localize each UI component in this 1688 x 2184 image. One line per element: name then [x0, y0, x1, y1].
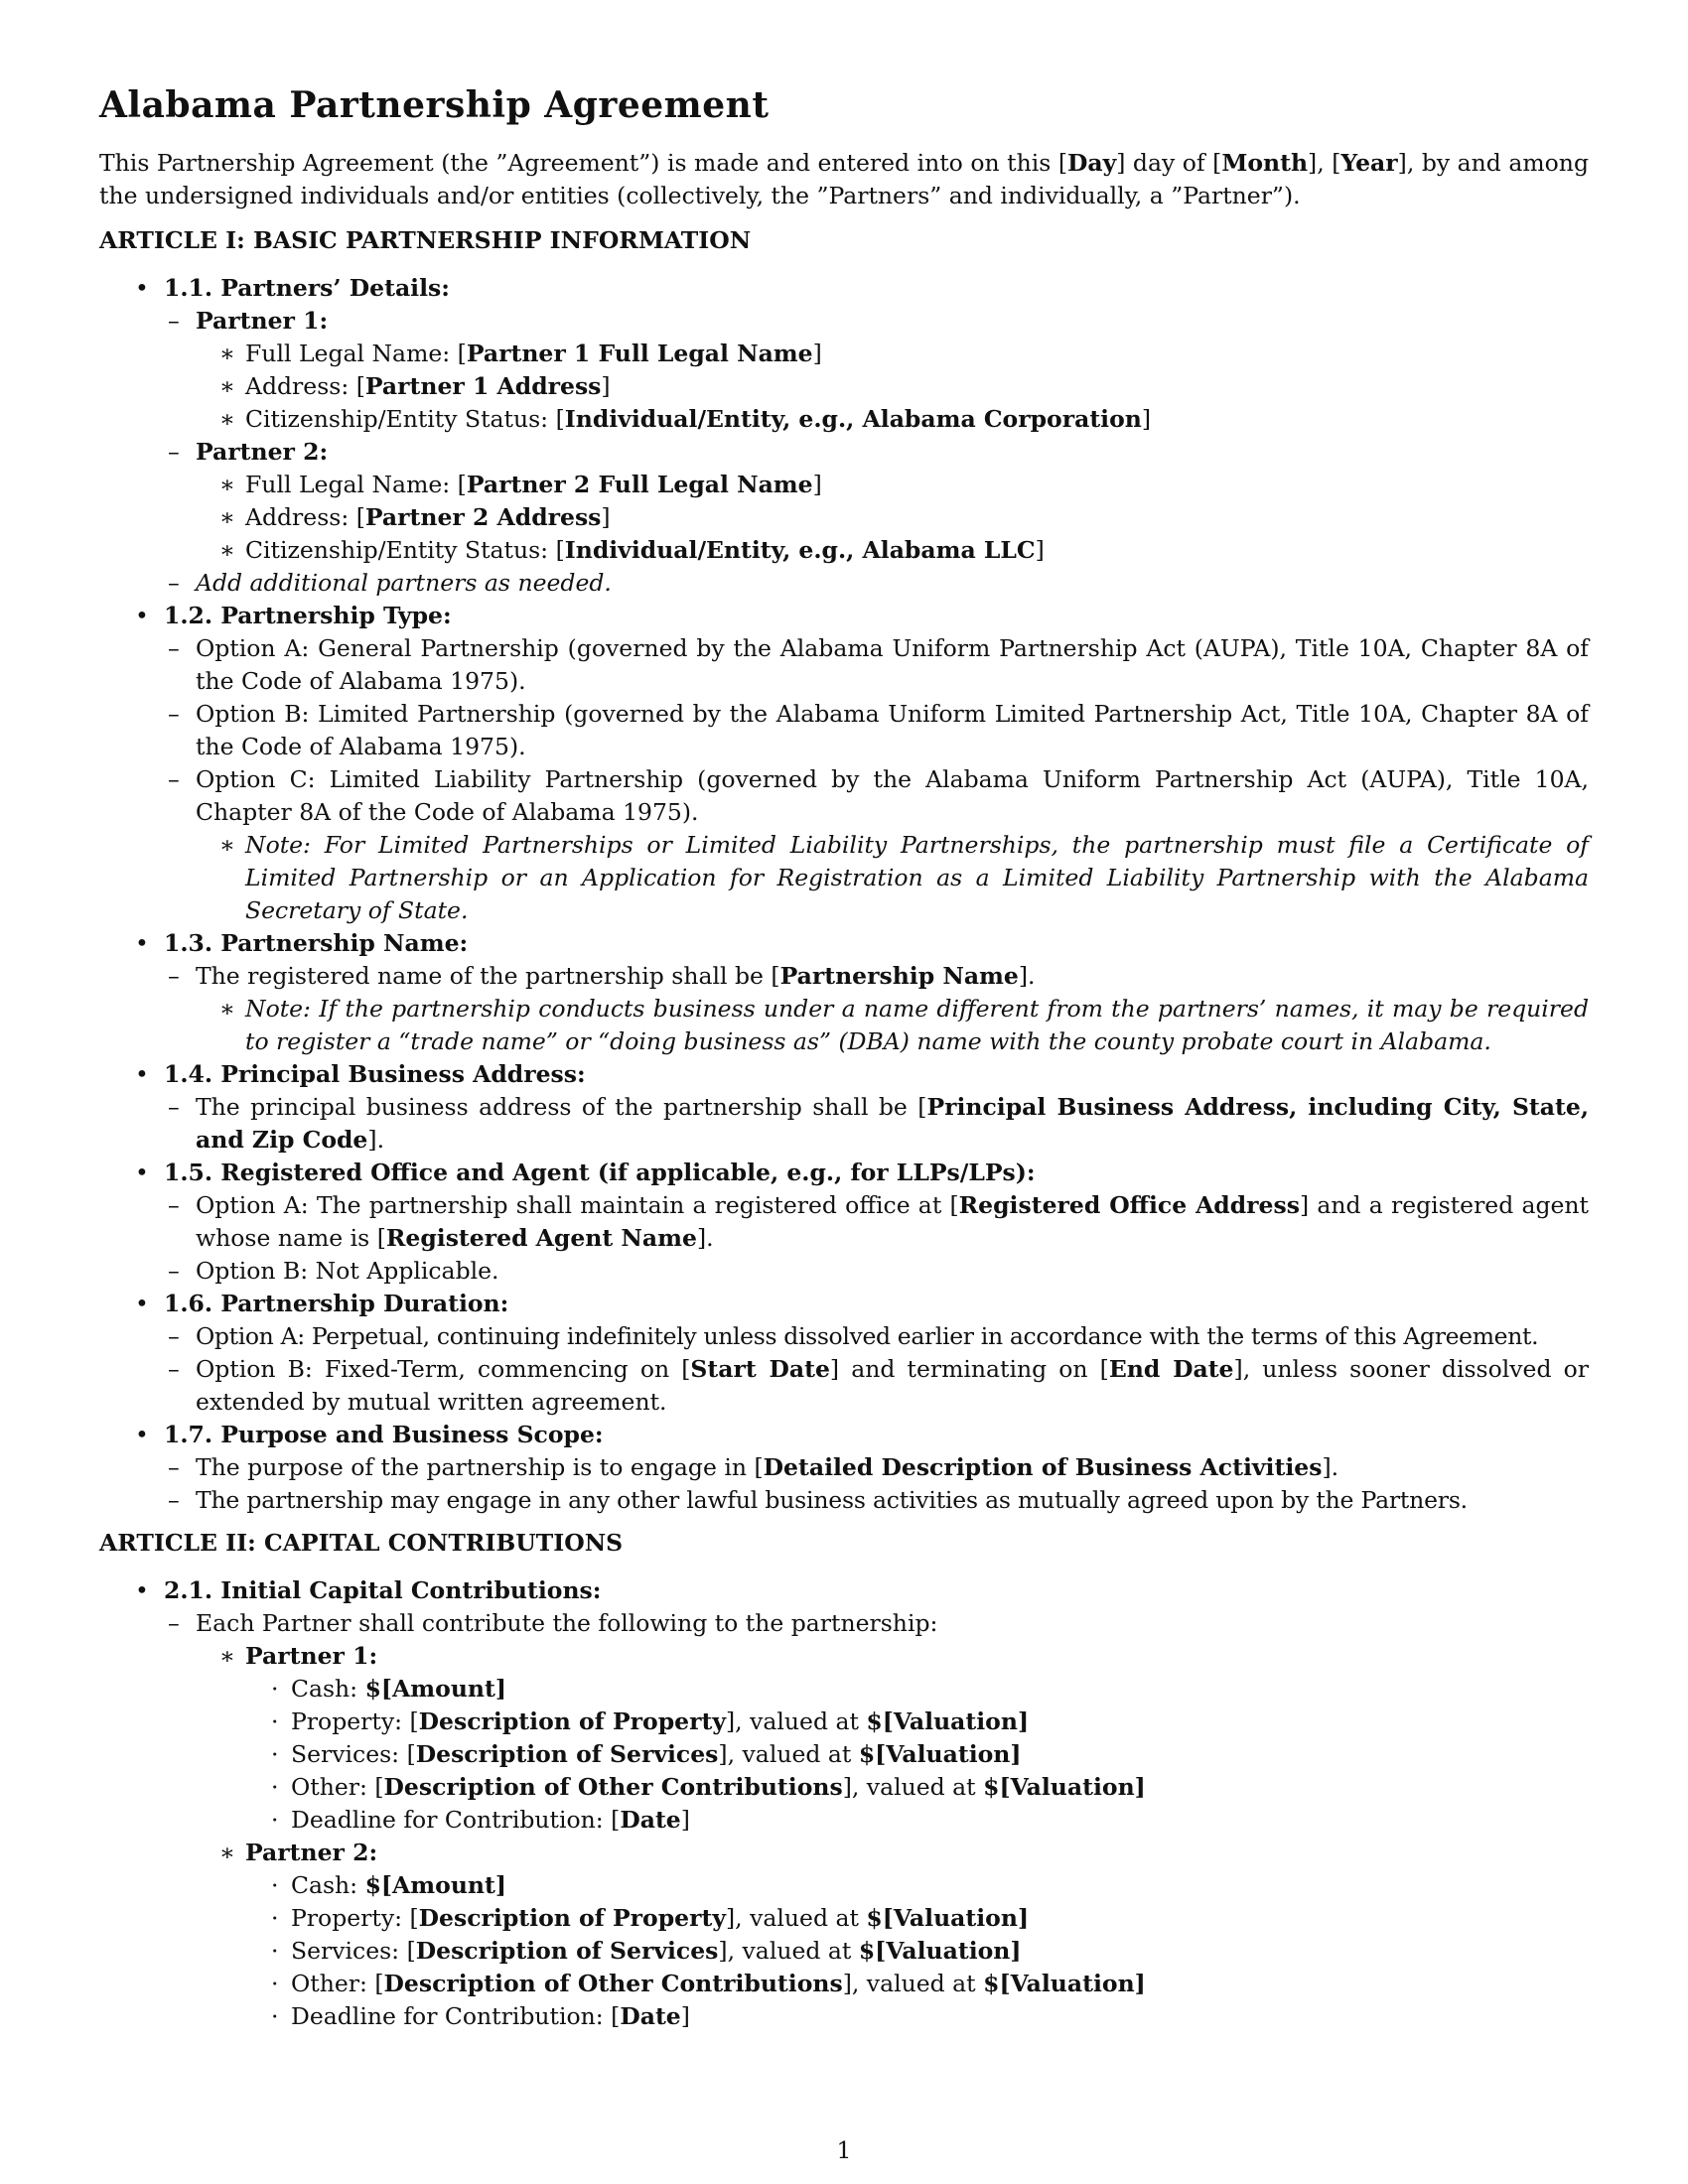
registered-option-a: – Option A: The partnership shall maintain a registered office at [Registered Office Address] and a registered agent whose name is [Registered Agent Name]. [168, 1191, 1590, 1252]
partner-2-contributions: ∗ Partner 2: · Cash: $[Amount] · Property: [Description of Property], valued at $[Valuation] · Services: [Description of Services], valued at $[Valuation] · Other: [Description of Other Contributions], valued at $[Valuation] · Deadline for Contribution: [Date] [196, 1837, 1589, 2033]
purpose-line: – The purpose of the partnership is to engage in [Detailed Description of Business Activities]. [168, 1453, 1339, 1481]
partnership-name-line: – The registered name of the partnership shall be [Partnership Name]. ∗ Note: If the partnership conducts business under a name different from the partners’ names, it may be required to register a “trade name” or “doing business as” (DBA) name with the county probate court in Alabama. [164, 960, 1589, 1058]
article-2-heading: ARTICLE II: CAPITAL CONTRIBUTIONS [99, 1529, 624, 1557]
duration-option-b: – Option B: Fixed-Term, commencing on [Start Date] and terminating on [End Date], unless sooner dissolved or extended by mutual written agreement. [168, 1355, 1589, 1416]
name-note: ∗ Note: If the partnership conducts business under a name different from the partners’ names, it may be required to register a “trade name” or “doing business as” (DBA) name with the county probate court in Alabama. [219, 995, 1589, 1055]
section-1-6: • 1.6. Partnership Duration: – Option A: Perpetual, continuing indefinitely unless dissolved earlier in accordance with the terms of this Agreement. – Option B: Fixed-Term, commencing on [Start Date] and terminating on [End Date], unless sooner dissolved or extended by mutual written agreement. [99, 1288, 1589, 1419]
duration-option-a: – Option A: Perpetual, continuing indefinitely unless dissolved earlier in accordance with the terms of this Agreement. [168, 1322, 1539, 1350]
section-1-7: • 1.7. Purpose and Business Scope: – The purpose of the partnership is to engage in [Detailed Description of Business Activities]. – The partnership may engage in any other lawful business activities as mutually agreed upon by the Partners. [99, 1419, 1589, 1517]
partner-2-citizenship: ∗ Citizenship/Entity Status: [Individual/Entity, e.g., Alabama LLC] [219, 536, 1045, 564]
contribution-property: · Property: [Description of Property], valued at $[Valuation] [271, 1707, 1030, 1735]
contribution-deadline: · Deadline for Contribution: [Date] [271, 1806, 690, 1834]
page-number: 1 [836, 2136, 852, 2164]
section-1-2: • 1.2. Partnership Type: – Option A: General Partnership (governed by the Alabama Uniform Partnership Act (AUPA), Title 10A, Chapter 8A of the Code of Alabama 1975). – Option B: Limited Partnership (governed by the Alabama Uniform Limited Partnership Act, Title 10A, Chapter 8A of the Code of Alabama 1975). – Option C: Limited Liability Partnership (governed by the Alabama Uniform Partnership Act (AUPA), Title 10A, Chapter 8A of the Code of Alabama 1975). ∗ Note: For Limited Partnerships or Limited Liability Partnerships, the partnership must file a Certificate of Limited Partnership or an Application for Registration as a Limited Liability Partnership with the Alabama Secretary of State. [99, 600, 1589, 927]
section-2-1: • 2.1. Initial Capital Contributions: – Each Partner shall contribute the following to the partnership: ∗ Partner 1: · Cash: $[Amount] · Property: [Description of Property], valued at $[Valuation] · Services: [Description of Services], valued at $[Valuation] · Other: [Description of Other Contributions], valued at $[Valuation] · Deadline for Contribution: [Date] ∗ Partner 2: · Cash: $[Amount] · Property: [Description of Property], valued at $[Valuation] · Services: [Description of Services], valued at $[Valuation] · Other: [Description of Other Contributions], valued at $[Valuation] · Deadline for Contribution: [Date] [99, 1574, 1589, 2033]
intro-paragraph: This Partnership Agreement (the ”Agreement”) is made and entered into on this [Day] day of [Month], [Year], by and among the undersigned individuals and/or entities (collectively, the ”Partners” and individually, a ”Partner”). [99, 149, 1589, 209]
contribution-cash: · Cash: $[Amount] [271, 1675, 506, 1703]
business-address-line: – The principal business address of the partnership shall be [Principal Business Address, including City, State, and Zip Code]. [168, 1093, 1589, 1154]
contribution-services: · Services: [Description of Services], valued at $[Valuation] [271, 1740, 1022, 1768]
partner-1-name: ∗ Full Legal Name: [Partner 1 Full Legal Name] [219, 340, 822, 367]
partner-2-name: ∗ Full Legal Name: [Partner 2 Full Legal Name] [219, 471, 822, 498]
partner-2-address: ∗ Address: [Partner 2 Address] [219, 503, 611, 531]
contribution-other: · Other: [Description of Other Contributions], valued at $[Valuation] [271, 1970, 1146, 1997]
contribution-services: · Services: [Description of Services], valued at $[Valuation] [271, 1937, 1022, 1965]
type-option-a: – Option A: General Partnership (governed by the Alabama Uniform Partnership Act (AUPA), Title 10A, Chapter 8A of the Code of Alabama 1975). [168, 634, 1589, 695]
document-title: Alabama Partnership Agreement [99, 84, 770, 126]
contribution-deadline: · Deadline for Contribution: [Date] [271, 2002, 690, 2030]
section-1-1: • 1.1. Partners’ Details: – Partner 1: ∗ Full Legal Name: [Partner 1 Full Legal Name] ∗ Address: [Partner 1 Address] ∗ Citizenship/Entity Status: [Individual/Entity, e.g., Alabama Corporation] – Partner 2: ∗ Full Legal Name: [Partner 2 Full Legal Name] ∗ Address: [Partner 2 Address] ∗ Citizenship/Entity Status: [Individual/Entity, e.g., Alabama LLC] – Add additional partners as needed. [99, 272, 1589, 600]
partner-2-details: – Partner 2: ∗ Full Legal Name: [Partner 2 Full Legal Name] ∗ Address: [Partner 2 Address] ∗ Citizenship/Entity Status: [Individual/Entity, e.g., Alabama LLC] [164, 436, 1589, 567]
partner-1-details: – Partner 1: ∗ Full Legal Name: [Partner 1 Full Legal Name] ∗ Address: [Partner 1 Address] ∗ Citizenship/Entity Status: [Individual/Entity, e.g., Alabama Corporation] [164, 305, 1589, 436]
type-note: ∗ Note: For Limited Partnerships or Limited Liability Partnerships, the partnership must file a Certificate of Limited Partnership or an Application for Registration as a Limited Liability Partnership with the Alabama Secretary of State. [219, 831, 1589, 924]
type-option-b: – Option B: Limited Partnership (governed by the Alabama Uniform Limited Partnership Act, Title 10A, Chapter 8A of the Code of Alabama 1975). [168, 700, 1589, 760]
partner-1-citizenship: ∗ Citizenship/Entity Status: [Individual/Entity, e.g., Alabama Corporation] [219, 405, 1152, 433]
add-partners-note: – Add additional partners as needed. [168, 569, 612, 597]
partner-1-address: ∗ Address: [Partner 1 Address] [219, 372, 611, 400]
scope-line: – The partnership may engage in any other lawful business activities as mutually agreed upon by the Partners. [168, 1486, 1468, 1514]
article-1-list [99, 272, 1589, 1517]
contribution-property: · Property: [Description of Property], valued at $[Valuation] [271, 1904, 1030, 1932]
section-1-5: • 1.5. Registered Office and Agent (if applicable, e.g., for LLPs/LPs): – Option A: The partnership shall maintain a registered office at [Registered Office Address] and a registered agent whose name is [Registered Agent Name]. – Option B: Not Applicable. [99, 1157, 1589, 1288]
section-1-4: • 1.4. Principal Business Address: – The principal business address of the partnership shall be [Principal Business Address, including City, State, and Zip Code]. [99, 1058, 1589, 1157]
article-2-list [99, 1574, 1589, 2033]
type-option-c: – Option C: Limited Liability Partnership (governed by the Alabama Uniform Partnership Act (AUPA), Title 10A, Chapter 8A of the Code of Alabama 1975). ∗ Note: For Limited Partnerships or Limited Liability Partnerships, the partnership must file a Certificate of Limited Partnership or an Application for Registration as a Limited Liability Partnership with the Alabama Secretary of State. [164, 763, 1589, 927]
section-1-3: • 1.3. Partnership Name: – The registered name of the partnership shall be [Partnership Name]. ∗ Note: If the partnership conducts business under a name different from the partners’ names, it may be required to register a “trade name” or “doing business as” (DBA) name with the county probate court in Alabama. [99, 927, 1589, 1058]
contribution-other: · Other: [Description of Other Contributions], valued at $[Valuation] [271, 1773, 1146, 1801]
partner-1-contributions: ∗ Partner 1: · Cash: $[Amount] · Property: [Description of Property], valued at $[Valuation] · Services: [Description of Services], valued at $[Valuation] · Other: [Description of Other Contributions], valued at $[Valuation] · Deadline for Contribution: [Date] [196, 1640, 1589, 1837]
registered-option-b: – Option B: Not Applicable. [168, 1257, 499, 1285]
article-1-heading: ARTICLE I: BASIC PARTNERSHIP INFORMATION [99, 226, 752, 254]
contribution-cash: · Cash: $[Amount] [271, 1871, 506, 1899]
contributions-intro: – Each Partner shall contribute the following to the partnership: ∗ Partner 1: · Cash: $[Amount] · Property: [Description of Property], valued at $[Valuation] · Services: [Description of Services], valued at $[Valuation] · Other: [Description of Other Contributions], valued at $[Valuation] · Deadline for Contribution: [Date] ∗ Partner 2: · Cash: $[Amount] · Property: [Description of Property], valued at $[Valuation] · Services: [Description of Services], valued at $[Valuation] · Other: [Description of Other Contributions], valued at $[Valuation] · Deadline for Contribution: [Date] [164, 1607, 1589, 2033]
